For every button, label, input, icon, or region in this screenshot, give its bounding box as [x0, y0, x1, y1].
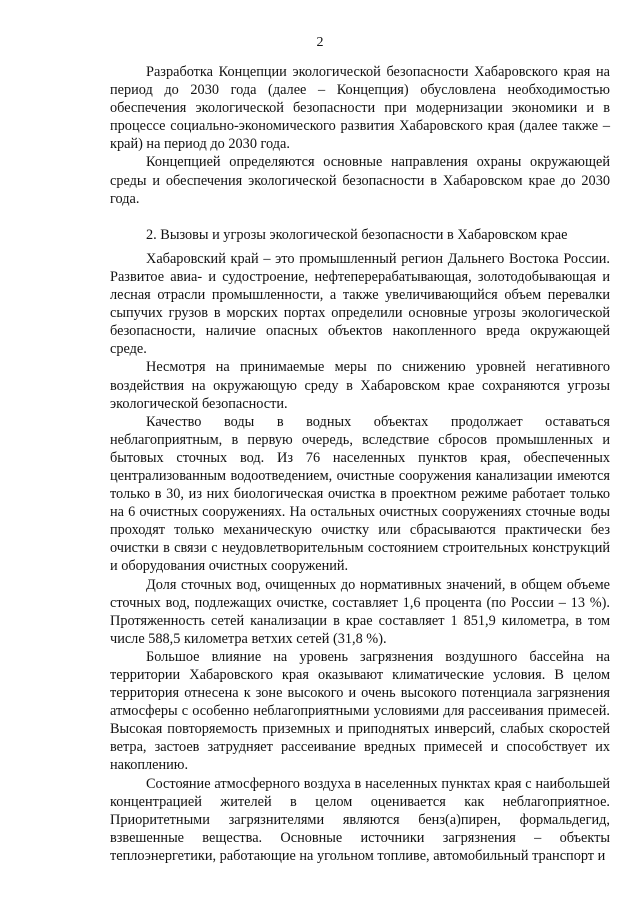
- paragraph: Состояние атмосферного воздуха в населенных пунктах края с наибольшей концентрацией жителей в целом оценивается как неблагоприятное. Приоритетными загрязнителями являются бенз(а)пирен, формальдегид, взвешенные вещества. Основные источники загрязнения – объекты теплоэнергетики, работающие на угольном топливе, автомобильный транспорт и: [110, 775, 610, 864]
- paragraph: Хабаровский край – это промышленный регион Дальнего Востока России. Развитое авиа- и судостроение, нефтеперерабатывающая, золотодобывающая и лесная отрасли промышленности, а также увеличивающийся объем перевалки сыпучих грузов в морских портах определили основные угрозы экологической безопасности, наличие опасных объектов накопленного вреда окружающей среде.: [110, 250, 610, 358]
- paragraph: Разработка Концепции экологической безопасности Хабаровского края на период до 2030 года (далее – Концепция) обусловлена необходимостью обеспечения экологической безопасности при модернизации экономики и в процессе социально-экономического развития Хабаровского края (далее также – край) на период до 2030 года.: [110, 64, 610, 153]
- document-body: [110, 63, 610, 865]
- paragraph: Концепцией определяются основные направления охраны окружающей среды и обеспечения экологической безопасности в Хабаровском крае до 2030 года.: [110, 154, 610, 207]
- paragraph: Несмотря на принимаемые меры по снижению уровней негативного воздействия на окружающую среду в Хабаровском крае сохраняются угрозы экологической безопасности.: [110, 359, 610, 412]
- paragraph: Большое влияние на уровень загрязнения воздушного бассейна на территории Хабаровского края оказывают климатические условия. В целом территория отнесена к зоне высокого и очень высокого потенциала загрязнения атмосферы с особенно неблагоприятными условиями для рассеивания примесей. Высокая повторяемость приземных и приподнятых инверсий, слабых скоростей ветра, застоев затрудняет рассеивание вредных примесей и способствует их накоплению.: [110, 648, 610, 774]
- page-number: 2: [316, 35, 324, 50]
- paragraph: Доля сточных вод, очищенных до нормативных значений, в общем объеме сточных вод, подлежащих очистке, составляет 1,6 процента (по России – 13 %). Протяженность сетей канализации в крае составляет 1 851,9 километра, в том числе 588,5 километра ветхих сетей (31,8 %).: [110, 576, 610, 647]
- section-heading: 2. Вызовы и угрозы экологической безопасности в Хабаровском крае: [146, 226, 568, 243]
- paragraph: Качество воды в водных объектах продолжает оставаться неблагоприятным, в первую очередь, вследствие сбросов промышленных и бытовых сточных вод. Из 76 населенных пунктов края, обеспеченных централизованным водоотведением, очистные сооружения канализации имеются только в 30, из них биологическая очистка в проектном режиме работает только на 6 очистных сооружениях. На остальных очистных сооружениях сточные воды проходят только механическую очистку или сбрасываются практически без очистки в связи с неудовлетворительным состоянием строительных конструкций и оборудования очистных сооружений.: [110, 413, 610, 575]
